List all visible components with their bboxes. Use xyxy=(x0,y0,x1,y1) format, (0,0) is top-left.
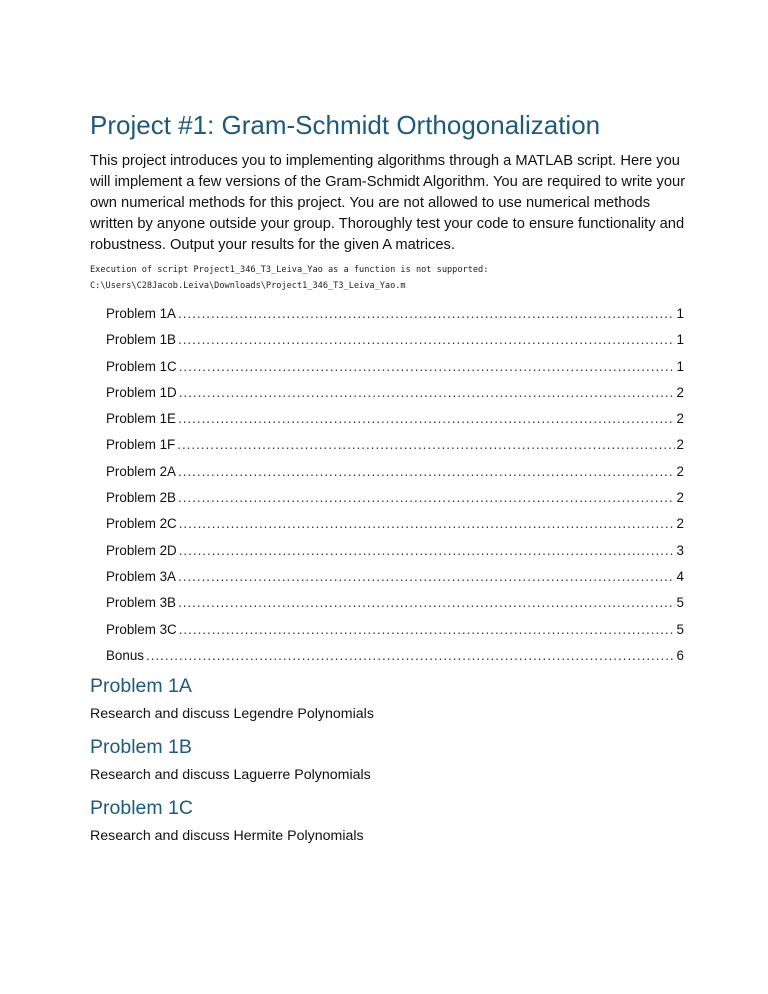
toc-item-problem-1b[interactable] xyxy=(106,327,684,353)
toc-item-problem-3b[interactable] xyxy=(106,590,684,616)
toc-item-page: 2 xyxy=(676,490,684,506)
toc-leader-dots xyxy=(178,590,675,616)
toc-item-problem-1e[interactable] xyxy=(106,406,684,432)
toc-item-label: Problem 1C xyxy=(106,358,177,374)
toc-item-problem-1f[interactable] xyxy=(106,432,684,458)
toc-item-label: Problem 2B xyxy=(106,490,176,506)
toc-item-page: 2 xyxy=(676,384,684,400)
toc-item-page: 5 xyxy=(676,595,684,611)
toc-item-page: 3 xyxy=(676,542,684,558)
toc-item-label: Problem 2C xyxy=(106,516,177,532)
execution-message-line: Execution of script Project1_346_T3_Leiva_Yao as a function is not supported: xyxy=(90,265,489,275)
toc-item-page: 5 xyxy=(676,621,684,637)
toc-item-bonus[interactable] xyxy=(106,643,684,669)
toc-item-label: Problem 2D xyxy=(106,542,177,558)
toc-item-problem-1a[interactable] xyxy=(106,301,684,327)
section-text: Research and discuss Hermite Polynomials xyxy=(90,828,364,844)
execution-message-path: C:\Users\C28Jacob.Leiva\Downloads\Project1_346_T3_Leiva_Yao.m xyxy=(90,281,406,291)
table-of-contents xyxy=(106,301,684,669)
toc-leader-dots xyxy=(178,564,675,590)
toc-item-problem-1d[interactable] xyxy=(106,380,684,406)
section-text: Research and discuss Legendre Polynomials xyxy=(90,706,374,722)
toc-leader-dots xyxy=(179,617,675,643)
toc-leader-dots xyxy=(178,485,675,511)
section-problem-1c xyxy=(90,797,364,844)
toc-item-label: Problem 1D xyxy=(106,384,177,400)
toc-item-label: Problem 2A xyxy=(106,463,176,479)
toc-leader-dots xyxy=(178,327,675,353)
toc-leader-dots xyxy=(179,380,675,406)
toc-leader-dots xyxy=(178,301,675,327)
section-heading: Problem 1B xyxy=(90,736,192,758)
toc-item-label: Bonus xyxy=(106,647,144,663)
toc-item-page: 2 xyxy=(676,411,684,427)
toc-item-problem-3a[interactable] xyxy=(106,564,684,590)
toc-item-page: 1 xyxy=(676,306,684,321)
toc-item-label: Problem 1B xyxy=(106,332,176,348)
intro-paragraph: This project introduces you to implementing algorithms through a MATLAB script. Here you will implement a few versions of the Gram-Schmidt Algorithm. You are required to write your own numerical methods for this project. You are not allowed to use numerical methods written by anyone outside your group. Thoroughly test your code to ensure functionality and robustness. Output your results for the given A matrices. xyxy=(90,153,686,253)
toc-leader-dots xyxy=(177,432,674,458)
toc-leader-dots xyxy=(179,511,675,537)
toc-item-page: 6 xyxy=(676,647,684,663)
toc-item-problem-2a[interactable] xyxy=(106,459,684,485)
toc-item-label: Problem 3B xyxy=(106,595,176,611)
toc-item-label: Problem 1F xyxy=(106,437,176,453)
toc-item-page: 2 xyxy=(676,437,684,453)
toc-item-problem-2b[interactable] xyxy=(106,485,684,511)
page-title: Project #1: Gram-Schmidt Orthogonalization xyxy=(90,110,601,140)
toc-item-problem-2c[interactable] xyxy=(106,511,684,537)
section-heading: Problem 1C xyxy=(90,797,193,819)
toc-item-problem-1c[interactable] xyxy=(106,354,684,380)
toc-leader-dots xyxy=(179,354,675,380)
section-problem-1a xyxy=(90,675,374,722)
toc-leader-dots xyxy=(146,643,675,669)
toc-item-label: Problem 1E xyxy=(106,411,176,427)
section-problem-1b xyxy=(90,736,371,783)
toc-leader-dots xyxy=(179,538,675,564)
toc-item-label: Problem 3C xyxy=(106,621,177,637)
toc-item-label: Problem 1A xyxy=(106,306,176,321)
toc-leader-dots xyxy=(178,406,675,432)
toc-item-page: 1 xyxy=(676,332,684,348)
toc-item-page: 2 xyxy=(676,463,684,479)
section-text: Research and discuss Laguerre Polynomials xyxy=(90,767,371,783)
toc-item-page: 1 xyxy=(676,358,684,374)
toc-item-problem-3c[interactable] xyxy=(106,617,684,643)
toc-item-problem-2d[interactable] xyxy=(106,538,684,564)
section-heading: Problem 1A xyxy=(90,675,192,697)
toc-item-page: 4 xyxy=(676,568,684,584)
execution-message xyxy=(90,262,700,294)
toc-item-page: 2 xyxy=(676,516,684,532)
toc-leader-dots xyxy=(178,459,675,485)
toc-item-label: Problem 3A xyxy=(106,568,176,584)
